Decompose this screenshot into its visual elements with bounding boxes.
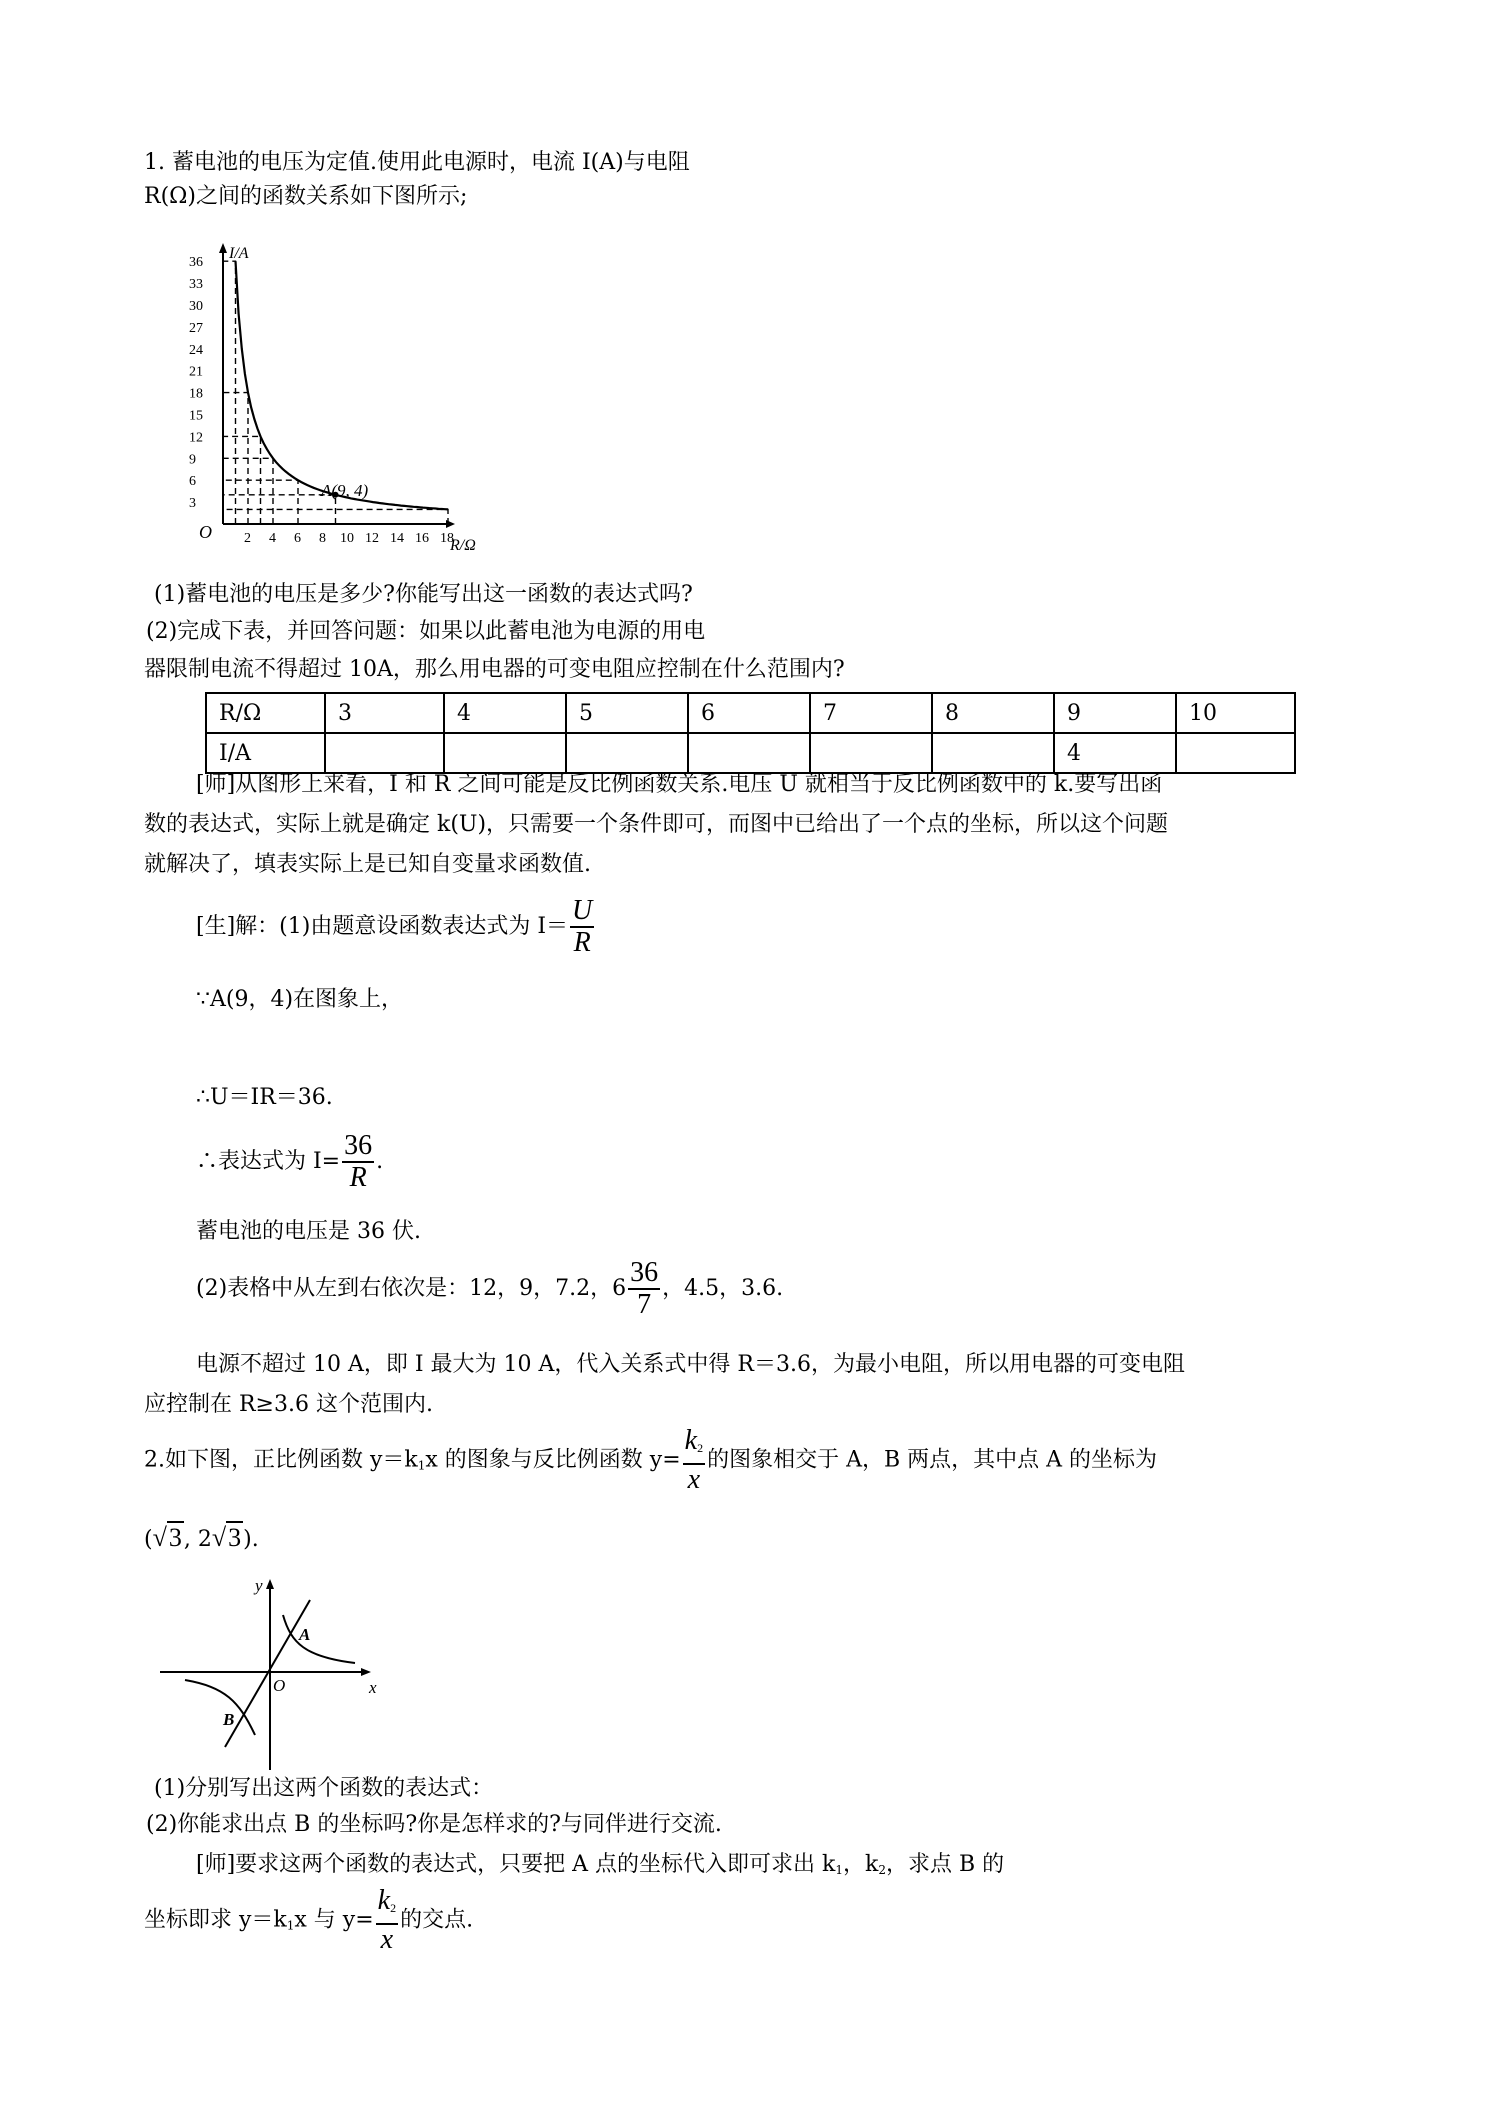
- problem2-question-1: (1)分别写出这两个函数的表达式：: [154, 1776, 494, 1801]
- table-cell: [688, 733, 810, 773]
- x-tick: 2: [244, 531, 251, 546]
- y-tick: 15: [189, 408, 203, 424]
- x-tick: 16: [415, 531, 429, 546]
- voltage-statement: 蓄电池的电压是 36 伏.: [196, 1219, 421, 1244]
- y-tick-labels: [189, 255, 203, 511]
- table-cell: 6: [688, 693, 810, 733]
- fraction-k2-over-x: $\frac{k_2}{x}$: [377, 1885, 397, 1955]
- y-tick: 27: [189, 320, 203, 336]
- power-line-2: 应控制在 R≥3.6 这个范围内.: [144, 1392, 433, 1417]
- y-axis-label: I/A: [229, 245, 249, 262]
- fraction-36-over-r: $\frac{36}{R}$: [344, 1130, 373, 1193]
- x-tick: 6: [294, 531, 301, 546]
- y-tick: 3: [189, 496, 196, 512]
- question-1: (1)蓄电池的电压是多少?你能写出这一函数的表达式吗?: [154, 582, 693, 607]
- x-label: x: [369, 1678, 377, 1697]
- table-row: [206, 733, 1295, 773]
- origin-label: O: [199, 522, 212, 542]
- fraction-36-over-7: $\frac{36}{7}$: [630, 1257, 659, 1320]
- since-statement: ∵A(9，4)在图象上，: [196, 987, 404, 1012]
- table-cell: 8: [932, 693, 1054, 733]
- figure-current-resistance: [185, 238, 505, 563]
- problem2-teacher-line-1: [师]要求这两个函数的表达式，只要把 A 点的坐标代入即可求出 $k_1$，$k_2$，求点 B 的: [196, 1852, 1005, 1877]
- inverse-curve: [236, 261, 449, 509]
- teacher-line-3: 就解决了，填表实际上是已知自变量求函数值.: [144, 852, 591, 877]
- table-cell: 10: [1176, 693, 1295, 733]
- problem2-intro: 2.如下图，正比例函数 $y=k_1x$ 的图象与反比例函数 y= $\frac{k_2}{x}$ 的图象相交于 A，B 两点，其中点 A 的坐标为: [144, 1425, 1158, 1495]
- table-answer: (2)表格中从左到右依次是：12，9，7.2，6 $\frac{36}{7}$ ，4.5，3.6.: [196, 1257, 784, 1320]
- table-cell: 9: [1054, 693, 1176, 733]
- y-tick: 30: [189, 299, 203, 314]
- problem2-teacher-line-2: 坐标即求 $y=k_1x$ 与 y= $\frac{k_2}{x}$ 的交点.: [144, 1885, 474, 1955]
- x-tick-labels: [244, 531, 454, 546]
- x-tick: 4: [269, 531, 276, 546]
- fraction-k2-over-x: $\frac{k_2}{x}$: [684, 1425, 704, 1495]
- table-row: [206, 693, 1295, 733]
- x-tick: 14: [390, 531, 404, 546]
- y-tick: 6: [189, 474, 196, 490]
- table-cell: 7: [810, 693, 932, 733]
- table-cell: 4: [1054, 733, 1176, 773]
- problem1-line2: R(Ω)之间的函数关系如下图所示;: [144, 184, 468, 209]
- y-tick: 18: [189, 386, 203, 402]
- problem1-line1: 1. 蓄电池的电压为定值.使用此电源时，电流 I(A)与电阻: [144, 150, 690, 175]
- origin-label: O: [273, 1676, 286, 1695]
- point-a-label: A(9, 4): [321, 481, 369, 500]
- x-tick: 8: [319, 531, 326, 546]
- table-cell: [932, 733, 1054, 773]
- y-tick: 24: [189, 342, 203, 358]
- point-a-coordinates: (√3, 2√3).: [144, 1518, 259, 1560]
- problem2-question-2: (2)你能求出点 B 的坐标吗?你是怎样求的?与同伴进行交流.: [146, 1812, 722, 1837]
- table-cell: I/A: [206, 733, 325, 773]
- expression-line: ∴表达式为 I= $\frac{36}{R}$ .: [196, 1130, 384, 1193]
- point-b-label: B: [223, 1710, 235, 1729]
- point-a-label: A: [299, 1625, 311, 1644]
- sqrt-3: √3: [211, 1523, 242, 1552]
- y-tick: 21: [189, 364, 203, 380]
- table-cell: [1176, 733, 1295, 773]
- table-cell: 4: [444, 693, 566, 733]
- table-cell: [566, 733, 688, 773]
- y-label: y: [255, 1576, 263, 1595]
- therefore-u: ∴U＝IR＝36.: [196, 1085, 333, 1110]
- table-cell: 5: [566, 693, 688, 733]
- x-axis-label: R/Ω: [450, 537, 476, 554]
- x-tick: 12: [365, 531, 379, 546]
- table-cell: 3: [325, 693, 444, 733]
- table-cell: [444, 733, 566, 773]
- teacher-line-2: 数的表达式，实际上就是确定 k(U)，只需要一个条件即可，而图中已给出了一个点的坐标，所以这个问题: [144, 812, 1169, 837]
- teacher-line-1: [师]从图形上来看，I 和 R 之间可能是反比例函数关系.电压 U 就相当于反比例函数中的 k.要写出函: [196, 772, 1163, 797]
- x-tick: 10: [340, 531, 354, 546]
- power-line-1: 电源不超过 10 A，即 I 最大为 10 A，代入关系式中得 R＝3.6，为最小电阻，所以用电器的可变电阻: [196, 1352, 1185, 1377]
- y-tick: 9: [189, 452, 196, 468]
- y-tick: 36: [189, 255, 203, 271]
- y-tick: 33: [189, 277, 203, 293]
- student-prefix: [生]解：(1)由题意设函数表达式为 I＝: [196, 914, 569, 939]
- sqrt-3: √3: [152, 1523, 182, 1552]
- resistance-current-table: [205, 692, 1296, 774]
- fraction-u-over-r: $\frac{U}{R}$: [572, 895, 593, 958]
- student-solution: [196, 893, 596, 961]
- x-tick: 18: [440, 531, 454, 546]
- y-tick: 12: [189, 430, 203, 446]
- table-cell: R/Ω: [206, 693, 325, 733]
- question-2a: (2)完成下表，并回答问题：如果以此蓄电池为电源的用电: [146, 619, 706, 644]
- table-cell: [325, 733, 444, 773]
- question-2b: 器限制电流不得超过 10A，那么用电器的可变电阻应控制在什么范围内?: [144, 657, 845, 682]
- figure-intersection: [155, 1575, 395, 1775]
- table-cell: [810, 733, 932, 773]
